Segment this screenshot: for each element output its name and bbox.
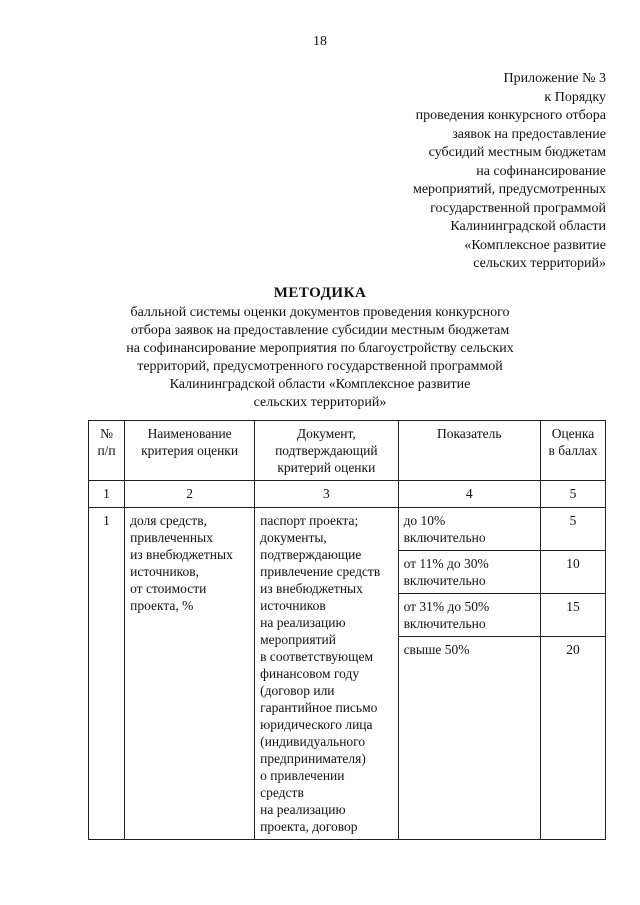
appendix-header [306,70,606,274]
criterion-line: из внебюджетных [130,547,233,562]
document-line: подтверждающие [260,547,362,562]
document-line: паспорт проекта; [260,513,359,528]
header-text: критерия оценки [141,443,239,458]
appendix-line: субсидий местным бюджетам [428,145,606,160]
indicator-item [399,637,540,828]
appendix-line: мероприятий, предусмотренных [412,182,606,197]
subtitle-line: территорий, предусмотренного государственной программой [137,359,503,374]
appendix-line: к Порядку [544,89,606,105]
subtitle-line: балльной системы оценки документов проведения конкурсного [130,305,510,320]
indicator-text: от 31% до 50% [403,599,490,614]
indicator-item [399,508,540,551]
document-line: из внебюджетных [260,581,363,596]
column-number-row [89,481,606,508]
document-line: документы, [260,530,327,545]
document-line: на реализацию [260,802,346,817]
header-text: Наименование [147,426,232,441]
subtitle-line: на софинансирование мероприятия по благоустройству сельских [126,341,514,356]
appendix-line: проведения конкурсного отбора [415,108,606,123]
score-value: 15 [541,594,605,637]
header-text: п/п [97,443,116,458]
criterion-line: доля средств, [130,513,207,528]
document-line: мероприятий [260,632,336,647]
score-value: 5 [541,508,605,551]
document-line: привлечение средств [260,564,381,579]
appendix-line: государственной программой [430,200,606,216]
header-num [89,421,125,481]
page-number: 18 [313,34,327,49]
column-number: 3 [255,481,398,508]
appendix-line: заявок на предоставление [452,126,606,142]
indicator-text: включительно [403,530,486,545]
document-line: источников [260,598,326,613]
document-line: финансовом году [260,666,360,681]
header-text: критерий оценки [277,460,376,475]
document-line: в соответствующем [260,649,374,664]
indicator-cell [398,508,540,840]
table-row [89,508,606,840]
header-text: Документ, [296,426,356,441]
appendix-line: на софинансирование [476,163,606,179]
subtitle-line: Калининградской области «Комплексное развитие [169,377,471,392]
criterion-name [125,508,255,840]
header-name [125,421,255,481]
column-number: 1 [89,481,125,508]
indicator-item [399,551,540,594]
header-indicator [398,421,540,481]
appendix-line: Приложение № 3 [503,71,606,86]
document-line: предпринимателя) [260,751,366,766]
header-text: № [100,426,113,441]
appendix-line: сельских территорий» [473,256,606,271]
header-score [540,421,605,481]
indicator-text: включительно [403,616,486,631]
score-cell [540,508,605,840]
header-text: Показатель [436,426,502,441]
table-header-row [89,421,606,481]
criterion-line: привлеченных [130,530,213,545]
indicator-text: свыше 50% [403,642,470,657]
appendix-line: «Комплексное развитие [464,237,606,253]
indicator-text: до 10% [403,513,446,528]
subtitle-line: отбора заявок на предоставление субсидии местным бюджетам [130,323,510,338]
document-title: МЕТОДИКА [273,285,367,301]
document-line: гарантийное письмо [260,700,378,715]
confirming-document [255,508,398,840]
indicator-text: включительно [403,573,486,588]
column-number: 5 [540,481,605,508]
score-value: 20 [566,642,580,657]
document-line: проекта, договор [260,819,358,834]
header-text: Оценка [551,426,595,441]
criteria-table [88,420,606,840]
subtitle-line: сельских территорий» [253,395,387,410]
document-line: средств [260,785,304,800]
header-text: в баллах [548,443,598,458]
column-number: 2 [125,481,255,508]
header-text: подтверждающий [275,443,378,458]
header-document [255,421,398,481]
column-number: 4 [398,481,540,508]
criterion-line: источников, [130,564,200,579]
criterion-line: проекта, % [130,598,194,613]
criterion-line: от стоимости [130,581,207,596]
appendix-line: Калининградской области [450,219,606,234]
document-line: (договор или [260,683,335,698]
score-value: 10 [541,551,605,594]
indicator-text: от 11% до 30% [403,556,489,571]
indicator-item [399,594,540,637]
row-num: 1 [89,508,125,840]
document-line: на реализацию [260,615,346,630]
document-subtitle [60,304,580,412]
document-line: юридического лица [260,717,373,732]
document-line: о привлечении [260,768,345,783]
document-line: (индивидуального [260,734,366,749]
